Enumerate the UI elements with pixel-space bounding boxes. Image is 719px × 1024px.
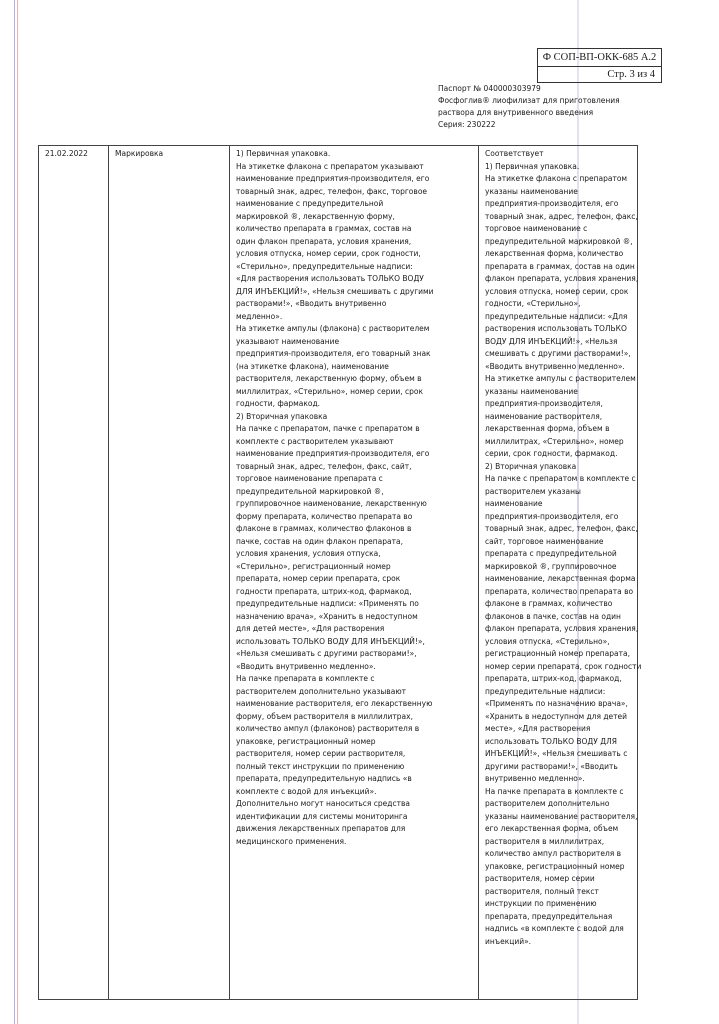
- result-line: внутривенно медленно».: [485, 774, 585, 783]
- requirement-line: использовать ТОЛЬКО ВОДУ ДЛЯ ИНЪЕКЦИЙ!»,: [236, 636, 425, 646]
- requirement-line: комплекте с растворителем указывают: [236, 436, 394, 446]
- result-line: лекарственная форма, количество: [485, 249, 624, 258]
- test-parameter: Маркировка: [115, 149, 164, 158]
- page-number: Стр. 3 из 4: [607, 69, 655, 80]
- result-line: регистрационный номер препарата,: [485, 649, 630, 658]
- requirement-line: пачке, состав на один флакон препарата,: [236, 536, 403, 546]
- result-line: надпись «в комплекте с водой для: [485, 924, 624, 933]
- result-line: предупредительные надписи:: [485, 686, 606, 696]
- scan-line-red: [17, 0, 18, 1024]
- result-line: препарата в граммах, состав на один: [485, 261, 635, 271]
- result-line: На пачке препарата в комплекте с: [485, 786, 624, 796]
- requirement-line: наименование предприятия-производителя, его: [236, 449, 430, 458]
- requirement-line: условия хранения, условия отпуска,: [236, 549, 381, 558]
- requirement-column: [230, 146, 479, 999]
- requirement-line: «Стерильно», регистрационный номер: [236, 561, 391, 571]
- result-line: предприятия-производителя,: [485, 399, 603, 408]
- requirement-line: упаковке, регистрационный номер: [236, 736, 376, 746]
- requirement-line: флаконе в граммах, количество флаконов в: [236, 524, 412, 533]
- requirement-line: товарный знак, адрес, телефон, факс, сайт,: [236, 461, 412, 471]
- result-line: предприятия-производителя, его: [485, 199, 619, 208]
- requirement-line: наименование с предупредительной: [236, 199, 384, 208]
- requirement-line: движения лекарственных препаратов для: [236, 824, 406, 833]
- parameter-column: [109, 146, 230, 999]
- result-line: растворения использовать ТОЛЬКО: [485, 324, 627, 333]
- result-line: предприятия-производителя, его: [485, 511, 619, 521]
- result-column: [479, 146, 642, 999]
- result-line: ВОДУ ДЛЯ ИНЪЕКЦИЙ!», «Нельзя: [485, 336, 618, 346]
- result-line: лекарственная форма, объем в: [485, 424, 610, 433]
- requirement-line: На этикетке флакона с препаратом указывают: [236, 161, 424, 171]
- requirement-text: [230, 146, 478, 848]
- result-line: 2) Вторичная упаковка: [485, 461, 577, 471]
- requirement-line: «Нельзя смешивать с другими растворами!»,: [236, 649, 417, 658]
- requirement-line: наименование растворителя, его лекарственную: [236, 699, 433, 708]
- requirement-line: 1) Первичная упаковка.: [236, 149, 331, 158]
- result-text: [479, 146, 642, 948]
- requirement-line: комплекте с водой для инъекций».: [236, 786, 377, 796]
- requirement-line: товарный знак, адрес, телефон, факс, торговое: [236, 186, 428, 196]
- result-line: наименование: [485, 499, 543, 508]
- requirement-line: предупредительные надписи: «Применять по: [236, 599, 419, 608]
- result-line: препарата с предупредительной: [485, 549, 617, 558]
- result-line: препарата, количество препарата во: [485, 586, 634, 596]
- requirement-line: 2) Вторичная упаковка: [236, 411, 328, 421]
- test-date: 21.02.2022: [45, 149, 88, 158]
- result-line: другими растворами!», «Вводить: [485, 761, 618, 771]
- result-line: упаковке, регистрационный номер: [485, 861, 625, 871]
- result-line: наименование, лекарственная форма: [485, 574, 636, 583]
- requirement-line: препарата, номер серии препарата, срок: [236, 574, 401, 583]
- result-line: «Хранить в недоступном для детей: [485, 711, 628, 721]
- requirement-line: На этикетке ампулы (флакона) с растворителем: [236, 324, 430, 333]
- requirement-line: На пачке с препаратом, пачке с препаратом в: [236, 424, 420, 433]
- result-line: указаны наименование: [485, 386, 578, 396]
- result-line: количество ампул растворителя в: [485, 849, 622, 858]
- requirement-line: растворами!», «Вводить внутривенно: [236, 299, 387, 308]
- requirement-line: форму препарата, количество препарата во: [236, 511, 413, 521]
- date-column: [39, 146, 109, 999]
- result-line: торговое наименование с: [485, 224, 588, 233]
- requirement-line: один флакон препарата, условия хранения,: [236, 236, 412, 246]
- result-line: препарата, предупредительная: [485, 911, 613, 921]
- result-line: флаконе в граммах, количество: [485, 599, 613, 608]
- result-line: растворителя в миллилитрах,: [485, 836, 605, 846]
- result-line: его лекарственная форма, объем: [485, 824, 619, 833]
- requirement-line: медленно».: [236, 311, 283, 321]
- requirement-line: годности, фармакод.: [236, 399, 321, 408]
- requirement-line: торговое наименование препарата с: [236, 474, 383, 483]
- result-line: серии, срок годности, фармакод.: [485, 449, 618, 458]
- requirement-line: миллилитрах, «Стерильно», номер серии, срок: [236, 386, 424, 396]
- result-line: На этикетке ампулы с растворителем: [485, 374, 636, 383]
- requirement-line: растворителем дополнительно указывают: [236, 686, 407, 696]
- requirement-line: условия отпуска, номер серии, срок годности,: [236, 249, 421, 258]
- result-line: годности, «Стерильно»,: [485, 299, 581, 308]
- requirement-line: количество ампул (флаконов) растворителя в: [236, 724, 420, 733]
- result-line: смешивать с другими растворами!»,: [485, 349, 631, 358]
- requirement-line: маркировкой ®, лекарственную форму,: [236, 211, 395, 221]
- requirement-line: полный текст инструкции по применению: [236, 761, 405, 771]
- result-line: наименование растворителя,: [485, 411, 603, 421]
- requirement-line: «Вводить внутривенно медленно».: [236, 661, 376, 671]
- requirement-line: На пачке препарата в комплекте с: [236, 674, 375, 683]
- requirement-line: предупредительной маркировкой ®,: [236, 486, 384, 496]
- passport-number: Паспорт № 040000303979: [438, 84, 541, 93]
- result-line: маркировкой ®, группировочное: [485, 561, 617, 571]
- result-line: предупредительной маркировкой ®,: [485, 236, 633, 246]
- result-line: растворителя, номер серии: [485, 874, 595, 883]
- requirement-line: растворителя, лекарственную форму, объем в: [236, 374, 422, 383]
- result-line: На этикетке флакона с препаратом: [485, 174, 628, 183]
- result-line: указаны наименование: [485, 186, 578, 196]
- result-line: месте», «Для растворения: [485, 724, 591, 733]
- form-code: Ф СОП-ВП-ОКК-685 А.2: [538, 49, 661, 67]
- result-line: условия отпуска, номер серии, срок: [485, 286, 629, 296]
- result-line: товарный знак, адрес, телефон, факс,: [485, 211, 638, 221]
- passport-info: [438, 83, 668, 131]
- result-line: предупредительные надписи: «Для: [485, 311, 628, 321]
- requirement-line: указывают наименование: [236, 336, 340, 346]
- form-code-box: [537, 48, 662, 83]
- requirement-line: назначению врача», «Хранить в недоступном: [236, 611, 418, 621]
- requirement-line: препарата, предупредительную надпись «в: [236, 774, 412, 783]
- requirement-line: растворителя, номер серии растворителя,: [236, 749, 406, 758]
- result-line: номер серии препарата, срок годности: [485, 661, 642, 671]
- result-line: использовать ТОЛЬКО ВОДУ ДЛЯ: [485, 736, 617, 746]
- result-line: «Применять по назначению врача»,: [485, 699, 628, 708]
- result-line: флакон препарата, условия хранения,: [485, 624, 639, 633]
- result-line: растворителя, полный текст: [485, 886, 599, 896]
- test-results-table: [38, 145, 642, 1000]
- result-line: На пачке с препаратом в комплекте с: [485, 474, 636, 483]
- result-line: инструкции по применению: [485, 899, 597, 908]
- product-name-line-1: Фосфоглив® лиофилизат для приготовления: [438, 96, 620, 105]
- result-line: 1) Первичная упаковка.: [485, 161, 580, 171]
- requirement-line: идентификации для системы мониторинга: [236, 811, 408, 821]
- result-line: товарный знак, адрес, телефон, факс,: [485, 524, 638, 533]
- scan-line-blue: [14, 0, 15, 1024]
- requirement-line: наименование предприятия-производителя, его: [236, 174, 430, 183]
- result-line: Соответствует: [485, 149, 544, 158]
- result-line: миллилитрах, «Стерильно», номер: [485, 436, 624, 446]
- requirement-line: количество препарата в граммах, состав на: [236, 224, 412, 233]
- result-line: инъекций».: [485, 936, 532, 946]
- result-line: указаны наименование растворителя,: [485, 811, 638, 821]
- requirement-line: ДЛЯ ИНЪЕКЦИЙ!», «Нельзя смешивать с другими: [236, 286, 434, 296]
- series-number: Серия: 230222: [438, 120, 496, 129]
- result-line: флакон препарата, условия хранения,: [485, 274, 639, 283]
- requirement-line: «Для растворения использовать ТОЛЬКО ВОДУ: [236, 274, 424, 283]
- requirement-line: медицинского применения.: [236, 836, 347, 846]
- requirement-line: «Стерильно», предупредительные надписи:: [236, 261, 413, 271]
- requirement-line: предприятия-производителя, его товарный знак: [236, 349, 431, 358]
- requirement-line: форму, объем растворителя в миллилитрах,: [236, 711, 413, 721]
- result-line: «Вводить внутривенно медленно».: [485, 361, 625, 371]
- result-line: условия отпуска, «Стерильно»,: [485, 636, 610, 646]
- requirement-line: для детей месте», «Для растворения: [236, 624, 385, 633]
- result-line: ИНЪЕКЦИЙ!», «Нельзя смешивать с: [485, 749, 628, 758]
- product-name-line-2: раствора для внутривенного введения: [438, 108, 594, 117]
- result-line: растворителем указаны: [485, 486, 581, 496]
- result-line: препарата, штрих-код, фармакод,: [485, 674, 622, 683]
- requirement-line: группировочное наименование, лекарственную: [236, 499, 427, 508]
- requirement-line: годности препарата, штрих-код, фармакод,: [236, 586, 412, 596]
- result-line: растворителем дополнительно: [485, 799, 610, 808]
- result-line: флаконов в пачке, состав на один: [485, 611, 621, 621]
- requirement-line: Дополнительно могут наноситься средства: [236, 799, 410, 808]
- requirement-line: (на этикетке флакона), наименование: [236, 361, 389, 371]
- result-line: сайт, торговое наименование: [485, 536, 604, 546]
